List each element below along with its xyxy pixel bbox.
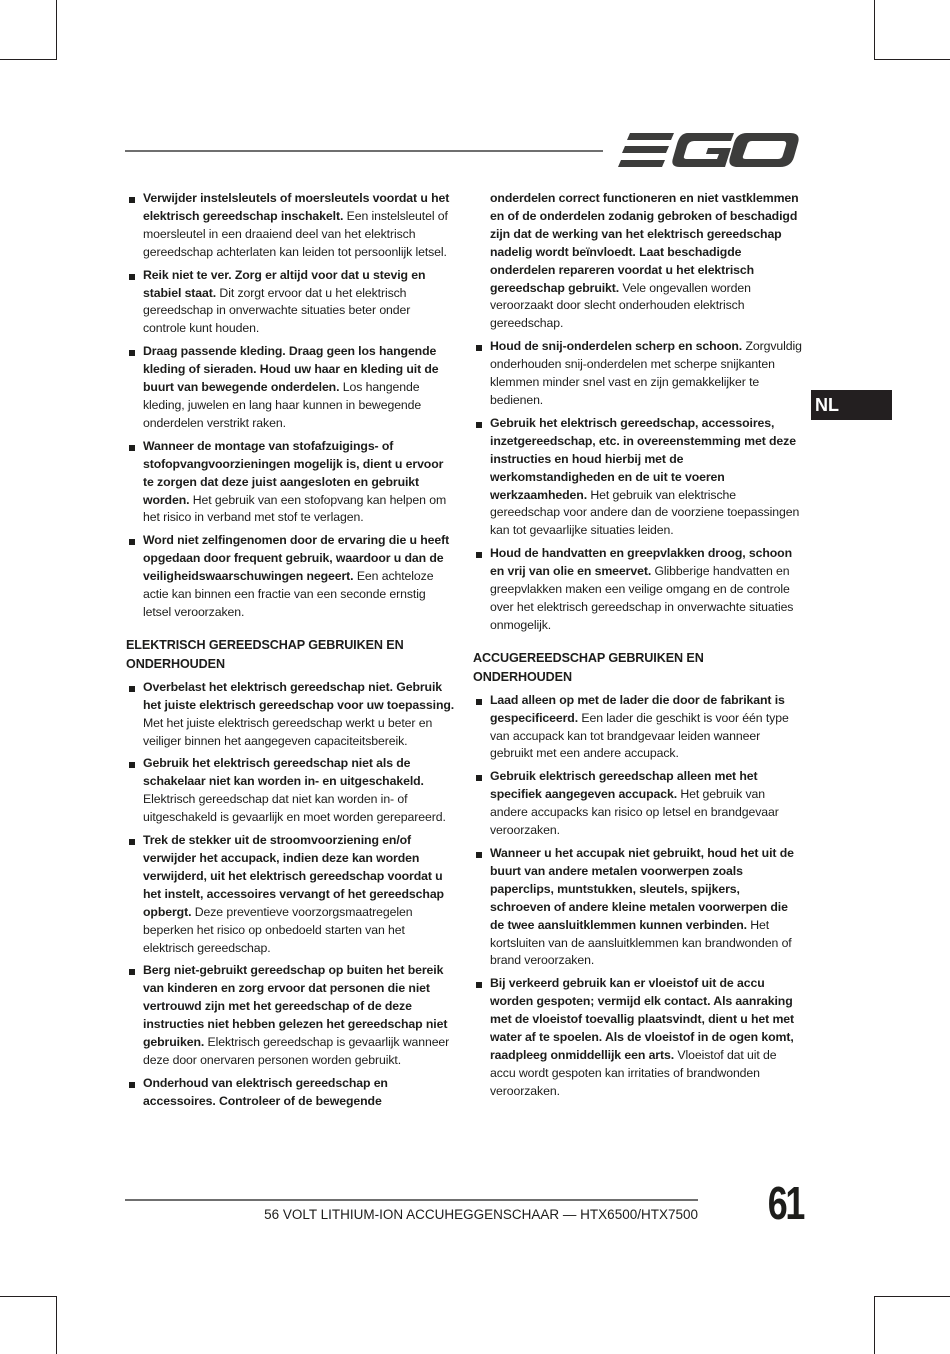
section-heading: ACCUGEREEDSCHAP GEBRUIKEN EN ONDERHOUDEN [473, 650, 704, 684]
list-item: Overbelast het elektrisch gereedschap niet. Gebruik het juiste elektrisch gereedschap voor uw toepassing. Met het juiste elektrisch gereedschap werkt u beter en veiliger binnen het aangegeven capaciteitsbereik. [126, 679, 456, 751]
footer-rule [125, 1199, 698, 1201]
right-column [473, 190, 803, 1106]
list-item-continuation: onderdelen correct functioneren en niet vastklemmen en of de onderdelen zodanig gebroken of beschadigd zijn dat de werking van het elektrisch gereedschap nadelig wordt beïnvloedt. Laat beschadigde onderdelen repareren voordat u het elektrisch gereedschap gebruikt. Vele ongevallen worden veroorzaakt door slecht onderhouden elektrisch gereedschap. [490, 191, 799, 331]
list-item: Draag passende kleding. Draag geen los hangende kleding of sieraden. Houd uw haar en kleding uit de buurt van bewegende onderdelen. Los hangende kleding, juwelen en lang haar kunnen in bewegende onderdelen verstrikt raken. [126, 343, 456, 433]
header-rule [125, 150, 603, 152]
crop-mark [874, 0, 875, 60]
list-item: Laad alleen op met de lader die door de fabrikant is gespecificeerd. Een lader die geschikt is voor één type van accupack kan tot brandgevaar leiden wanneer gebruikt met een andere accupack. [473, 692, 803, 764]
list-item: Gebruik het elektrisch gereedschap niet als de schakelaar niet kan worden in- en uitgeschakeld. Elektrisch gereedschap dat niet kan worden in- of uitgeschakeld is gevaarlijk en moet worden gerepareerd. [126, 755, 456, 827]
section-heading: ELEKTRISCH GEREEDSCHAP GEBRUIKEN EN ONDERHOUDEN [126, 637, 404, 671]
list-item: Bij verkeerd gebruik kan er vloeistof uit de accu worden gespoten; vermijd elk contact. Als aanraking met de vloeistof toevallig plaatsvindt, dient u het met water af te spoelen. Als de vloeistof in de ogen komt, raadpleeg onmiddellijk een arts. Vloeistof dat uit de accu wordt gespoten kan irritaties of brandwonden veroorzaken. [473, 975, 803, 1100]
list-item: Wanneer de montage van stofafzuigings- of stofopvangvoorzieningen mogelijk is, dient u ervoor te zorgen dat deze juist aangesloten en gebruikt worden. Het gebruik van een stofopvang kan helpen om het risico in verband met stof te verlagen. [126, 438, 456, 528]
list-item: Reik niet te ver. Zorg er altijd voor dat u stevig en stabiel staat. Dit zorgt ervoor dat u het elektrisch gereedschap in onverwachte situaties beter onder controle kunt houden. [126, 267, 456, 339]
crop-mark [874, 59, 950, 60]
crop-mark [56, 1296, 57, 1354]
list-item: Houd de handvatten en greepvlakken droog, schoon en vrij van olie en smeervet. Glibberige handvatten en greepvlakken maken een veilige omgang en de controle over het elektrisch gereedschap in onverwachte situaties onmogelijk. [473, 545, 803, 635]
list-item: Wanneer u het accupak niet gebruikt, houd het uit de buurt van andere metalen voorwerpen zoals paperclips, muntstukken, sleutels, spijkers, schroeven of andere kleine metalen voorwerpen die de twee aansluitklemmen kunnen verbinden. Het kortsluiten van de aansluitklemmen kan brandwonden of brand veroorzaken. [473, 845, 803, 970]
ego-logo [618, 130, 800, 170]
list-item: Gebruik het elektrisch gereedschap, accessoires, inzetgereedschap, etc. in overeenstemming met deze instructies en houd hierbij met de werkomstandigheden en de uit te voeren werkzaamheden. Het gebruik van elektrische gereedschap voor andere dan de voorziene toepassingen kan tot gevaarlijke situaties leiden. [473, 415, 803, 540]
list-item: Word niet zelfingenomen door de ervaring die u heeft opgedaan door frequent gebruik, waardoor u dan de veiligheidswaarschuwingen negeert. Een achteloze actie kan binnen een fractie van een seconde ernstig letsel veroorzaken. [126, 532, 456, 622]
list-item: Trek de stekker uit de stroomvoorziening en/of verwijder het accupack, indien deze kan worden verwijderd, uit het elektrisch gereedschap voordat u het instelt, accessoires vervangt of het gereedschap opbergt. Deze preventieve voorzorgsmaatregelen beperken het risico op onbedoeld starten van het elektrisch gereedschap. [126, 832, 456, 957]
crop-mark [874, 1296, 950, 1297]
footer-text: 56 VOLT LITHIUM-ION ACCUHEGGENSCHAAR — HTX6500/HTX7500 [264, 1207, 698, 1222]
crop-mark [56, 0, 57, 60]
list-item: Onderhoud van elektrisch gereedschap en accessoires. Controleer of de bewegende [126, 1075, 456, 1111]
crop-mark [0, 1296, 57, 1297]
left-column [126, 190, 456, 1116]
crop-mark [874, 1296, 875, 1354]
crop-mark [0, 59, 57, 60]
list-item: Gebruik elektrisch gereedschap alleen met het specifiek aangegeven accupack. Het gebruik van andere accupacks kan risico op letsel en brandgevaar veroorzaken. [473, 768, 803, 840]
page-number: 61 [767, 1177, 803, 1229]
list-item: Houd de snij-onderdelen scherp en schoon. Zorgvuldig onderhouden snij-onderdelen met scherpe snijkanten klemmen minder snel vast en zijn gemakkelijker te bedienen. [473, 338, 803, 410]
list-item: Berg niet-gebruikt gereedschap op buiten het bereik van kinderen en zorg ervoor dat personen die niet vertrouwd zijn met het gereedschap of de deze instructies niet hebben gelezen het gereedschap niet gebruiken. Elektrisch gereedschap is gevaarlijk wanneer deze door onervaren personen worden gebruikt. [126, 962, 456, 1069]
language-tab: NL [811, 390, 892, 420]
list-item: Verwijder instelsleutels of moersleutels voordat u het elektrisch gereedschap inschakelt. Een instelsleutel of moersleutel in een draaiend deel van het elektrisch gereedschap achterlaten kan leiden tot persoonlijk letsel. [126, 190, 456, 262]
